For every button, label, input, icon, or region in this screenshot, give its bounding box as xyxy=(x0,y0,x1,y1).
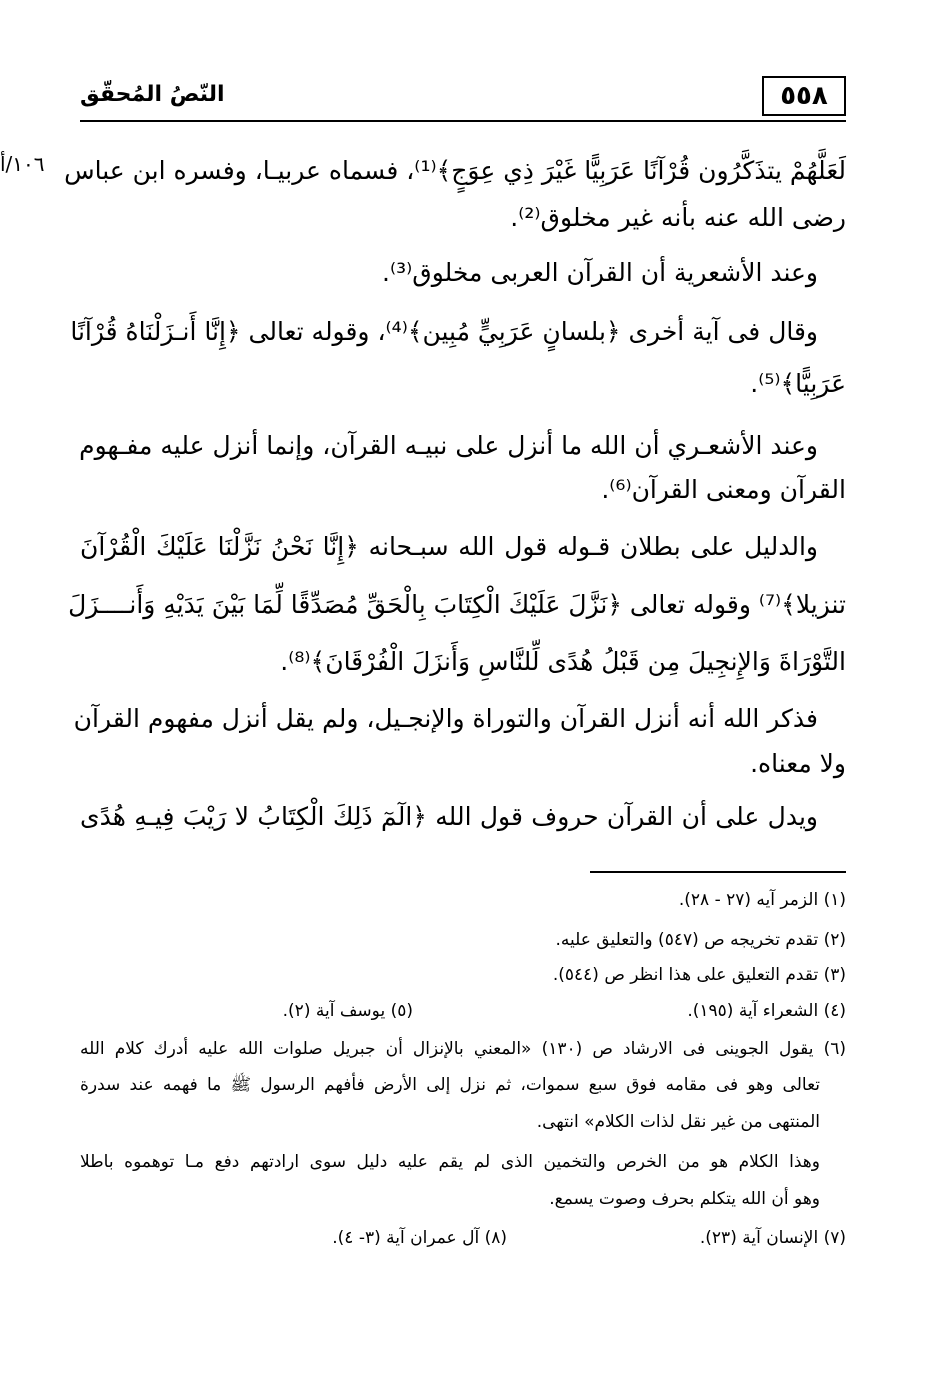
footnote: (١) الزمر آيه (٢٧ - ٢٨). xyxy=(678,890,846,910)
body-line: رضى الله عنه بأنه غير مخلوق⁽²⁾. xyxy=(510,203,846,232)
body-line: القرآن ومعنى القرآن⁽⁶⁾. xyxy=(601,475,846,504)
margin-note: ١٠٦/أ xyxy=(0,152,45,176)
body-line: تنزيلا﴾⁽⁷⁾ وقوله تعالى ﴿نَزَّلَ عَلَيْكَ الْكِتَابَ بِالْحَقِّ مُصَدِّقًا لِّمَا بَيْنَ يَدَيْهِ وَأَنــــزَلَ xyxy=(68,590,846,619)
footnote: (٦) يقول الجوينى فى الارشاد ص (١٣٠) «المعني بالإنزال أن جبريل صلوات الله عليه أدرك كلام الله xyxy=(80,1039,846,1059)
footnote: (٢) تقدم تخريجه ص (٥٤٧) والتعليق عليه. xyxy=(555,930,846,950)
footnote: (٧) الإنسان آية (٢٣). xyxy=(699,1228,846,1248)
body-line: وقال فى آية أخرى ﴿بلسانٍ عَرَبِيٍّ مُبِين﴾⁽⁴⁾، وقوله تعالى ﴿إِنَّا أَنـزَلْنَاهُ قُرْآنًا xyxy=(70,317,818,346)
footnote: (٣) تقدم التعليق على هذا انظر ص (٥٤٤). xyxy=(552,965,846,985)
footnote: وهذا الكلام هو من الخرص والتخمين الذى لم يقم عليه دليل سوى ارادتهم دفع مـا توهموه باطلا xyxy=(80,1152,820,1172)
header-rule xyxy=(80,120,846,122)
body-line: عَرَبِيًّا﴾⁽⁵⁾. xyxy=(750,369,846,398)
body-line: وعند الأشعـري أن الله ما أنزل على نبيـه القرآن، وإنما أنزل عليه مفـهوم xyxy=(79,431,818,460)
body-line: التَّوْرَاةَ وَالإِنجِيلَ مِن قَبْلُ هُدًى لِّلنَّاسِ وَأَنزَلَ الْفُرْقَانَ﴾⁽⁸⁾. xyxy=(280,647,846,676)
body-line: فذكر الله أنه أنزل القرآن والتوراة والإنجـيل، ولم يقل أنزل مفهوم القرآن xyxy=(73,704,818,733)
footnote-rule xyxy=(590,871,846,873)
body-line: لَعَلَّهُمْ يتذَكَّرُون قُرْآنًا عَرَبِيًّا غَيْرَ ذِي عِوَجٍ﴾⁽¹⁾، فسماه عربيـا، وفسره ابن عباس xyxy=(64,156,846,185)
body-line: ويدل على أن القرآن حروف قول الله ﴿الٓمٓ ذَلِكَ الْكِتَابُ لا رَيْبَ فِيـهِ هُدًى xyxy=(80,802,818,831)
running-title: النّصُ المُحقّق xyxy=(80,82,225,107)
footnote: (٥) يوسف آية (٢). xyxy=(282,1001,413,1021)
footnote: وهو أن الله يتكلم بحرف وصوت يسمع. xyxy=(549,1189,820,1209)
body-line: ولا معناه. xyxy=(750,749,846,778)
footnote: تعالى وهو فى مقامه فوق سبع سموات، ثم نزل إلى الأرض فأفهم الرسول ﷺ ما فهمه عند سدرة xyxy=(80,1075,820,1095)
footnote: المنتهى من غير نقل لذات الكلام» انتهى. xyxy=(536,1112,820,1132)
page-number: ٥٥٨ xyxy=(762,76,846,116)
body-line: والدليل على بطلان قـوله قول الله سبـحانه ﴿إِنَّا نَحْنُ نَزَّلْنَا عَلَيْكَ الْقُرْآنَ xyxy=(80,532,818,561)
footnote: (٨) آل عمران آية (٣- ٤). xyxy=(332,1228,507,1248)
body-line: وعند الأشعرية أن القرآن العربى مخلوق⁽³⁾. xyxy=(382,258,818,287)
footnote: (٤) الشعراء آية (١٩٥). xyxy=(687,1001,846,1021)
